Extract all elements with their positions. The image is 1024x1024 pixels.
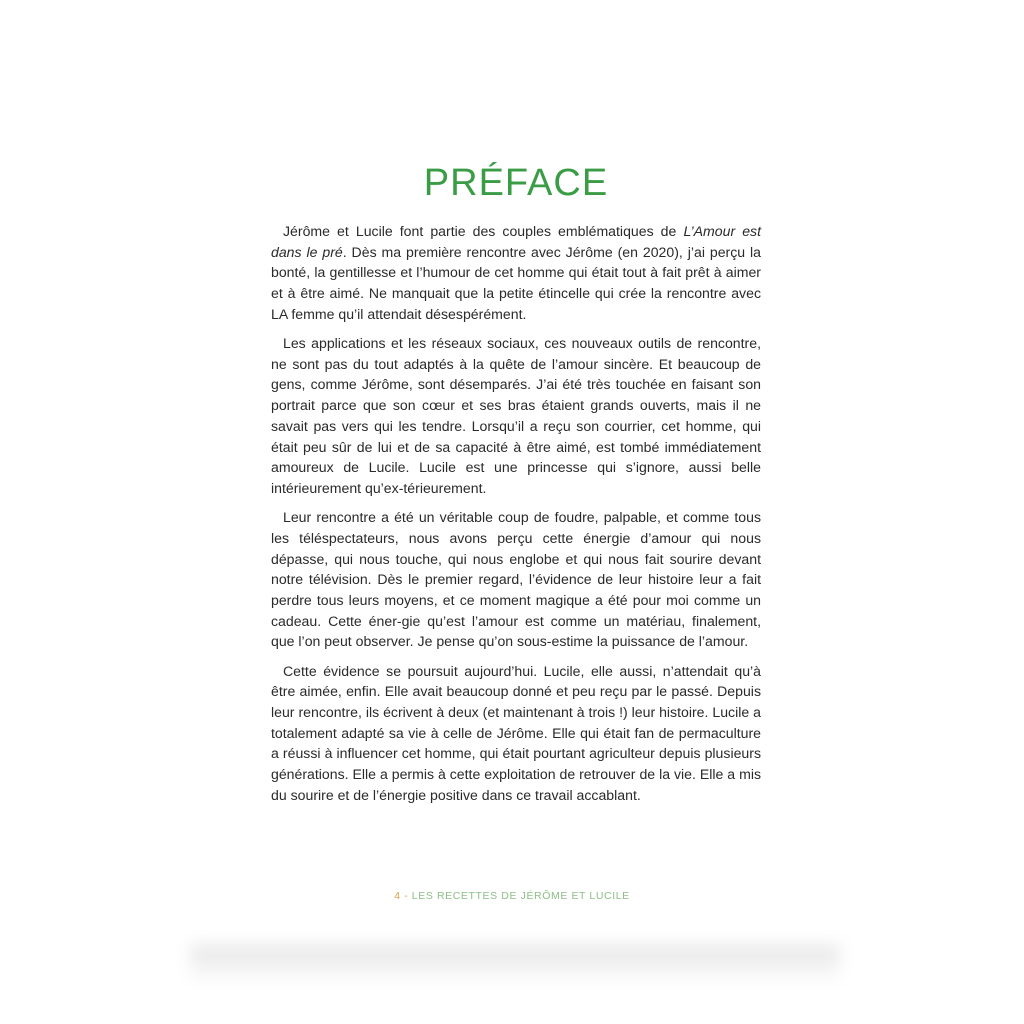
running-title: LES RECETTES DE JÉRÔME ET LUCILE [411,890,630,902]
page-footer [0,890,1024,902]
page-number: 4 [394,890,401,902]
page-title: PRÉFACE [423,162,609,204]
paragraph-1 [271,221,761,325]
paragraph-1-end: . Dès ma première rencontre avec Jérôme (en 2020), j’ai perçu la bonté, la gentillesse et l’humour de cet homme qui était tout à fait prêt à aimer et à être aimé. Ne manquait que la petite étincelle qui crée la rencontre avec LA femme qu’il attendait désespérément. [271,243,762,322]
paragraph-3: Leur rencontre a été un véritable coup de foudre, palpable, et comme tous les téléspectateurs, nous avons perçu cette énergie d’amour qui nous dépasse, qui nous touche, qui nous englobe et qui nous fait sourire devant notre télévision. Dès le premier regard, l’évidence de leur histoire leur a fait perdre tous leurs moyens, et ce moment magique a été pour moi comme un cadeau. Cette éner-gie qu’est l’amour est comme un matériau, finalement, que l’on peut observer. Je pense qu’on sous-estime la puissance de l’amour. [271,509,761,650]
paragraph-1-start: Jérôme et Lucile font partie des couples emblématiques de [283,223,684,239]
preface-body [271,221,761,814]
show-title: L’Amour est dans le pré [271,223,761,260]
page-shadow [190,945,840,985]
paragraph-4: Cette évidence se poursuit aujourd’hui. Lucile, elle aussi, n’attendait qu’à être aimée, enfin. Elle avait beaucoup donné et peu reçu par le passé. Depuis leur rencontre, ils écrivent à deux (et maintenant à trois !) leur histoire. Lucile a totalement adapté sa vie à celle de Jérôme. Elle qui était fan de permaculture a réussi à influencer cet homme, qui était pourtant agriculteur depuis plusieurs générations. Elle a permis à cette exploitation de retrouver de la vie. Elle a mis du sourire et de l’énergie positive dans ce travail accablant. [271,662,761,803]
paragraph-2: Les applications et les réseaux sociaux, ces nouveaux outils de rencontre, ne sont pas du tout adaptés à la quête de l’amour sincère. Et beaucoup de gens, comme Jérôme, sont désemparés. J’ai été très touchée en faisant son portrait parce que son cœur et ses bras étaient grands ouverts, mais il ne savait pas vers qui les tendre. Lorsqu’il a reçu son courrier, cet homme, qui était peu sûr de lui et de sa capacité à être aimé, est tombé immédiatement amoureux de Lucile. Lucile est une princesse qui s’ignore, aussi belle intérieurement qu’ex-térieurement. [271,335,761,496]
footer-separator: - [400,890,412,902]
